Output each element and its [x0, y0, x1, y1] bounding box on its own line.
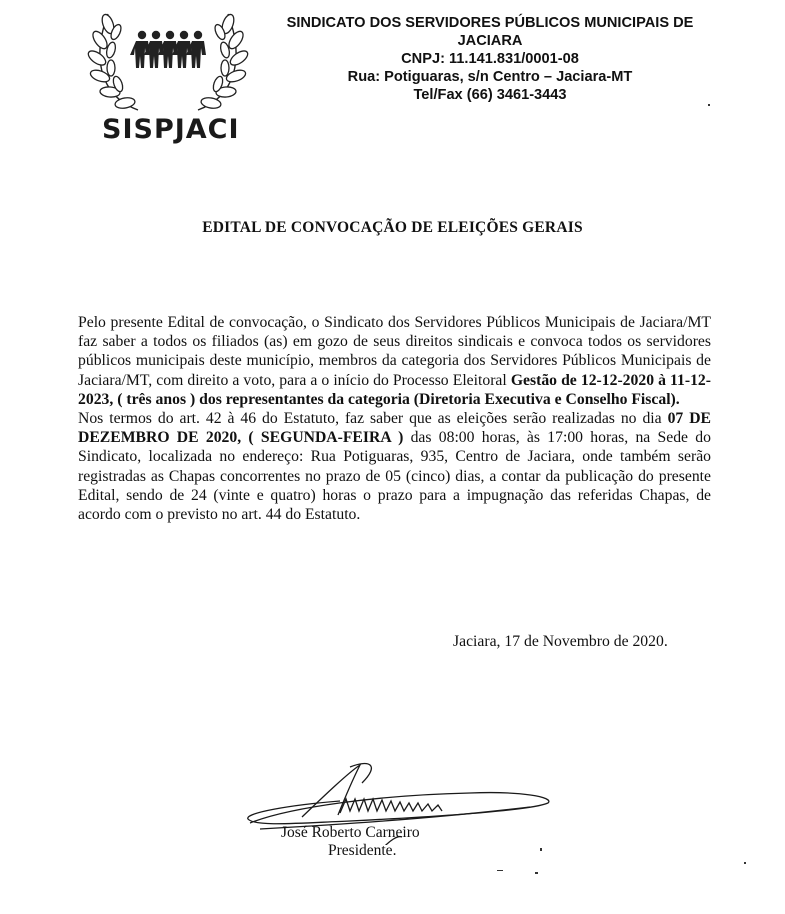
scan-speck — [708, 104, 710, 106]
phone: Tel/Fax (66) 3461-3443 — [413, 87, 567, 103]
paragraph-2-part1: Nos termos do art. 42 à 46 do Estatuto, faz saber que as eleições serão realizadas no dia — [78, 410, 662, 428]
laurel-wreath-with-people-icon — [78, 2, 258, 117]
paragraph-1-bold: Gestão de 12-12-2020 à 11-12-2023, ( três anos ) dos representantes da categoria (Diretoria Executiva e Conselho Fiscal). — [78, 371, 711, 408]
paragraph-1 — [78, 313, 711, 409]
cnpj: CNPJ: 11.141.831/0001-08 — [401, 51, 579, 67]
paragraph-2 — [78, 409, 711, 524]
scan-speck — [497, 870, 503, 871]
document-body — [78, 313, 711, 524]
scan-speck — [540, 848, 542, 851]
org-name-line2: JACIARA — [457, 33, 523, 49]
paragraph-1-intro: Pelo presente Edital de convocação, o Sindicato dos Servidores Públicos Municipais de Jaciara/MT faz saber a todos os filiados (as) em gozo de seus direitos sindicais e convoca todos os servidores públicos municipais deste município, membros da categoria dos Servidores Públicos Municipais de Jaciara/MT, com direito a voto, para a o início do Processo Eleitoral — [78, 314, 711, 389]
paragraph-2-bold: 07 DE DEZEMBRO DE 2020, ( SEGUNDA-FEIRA ) — [78, 410, 711, 447]
date-line: Jaciara, 17 de Novembro de 2020. — [453, 633, 668, 650]
paragraph-2-part2: das 08:00 horas, às 17:00 horas, na Sede do Sindicato, localizada no endereço: Rua Potiguaras, 935, Centro de Jaciara, onde também serão registradas as Chapas concorrentes no prazo de 05 (cinco) dias, a contar da publicação do presente Edital, sendo de 24 (vinte e quatro) horas o prazo para a impugnação das referidas Chapas, de acordo com o previsto no art. 44 do Estatuto. — [78, 429, 711, 524]
scan-speck — [744, 862, 746, 864]
letterhead — [270, 14, 710, 104]
logo-text: SISPJACI — [102, 114, 240, 145]
scan-speck — [535, 872, 538, 874]
document-title: EDITAL DE CONVOCAÇÃO DE ELEIÇÕES GERAIS — [202, 219, 583, 236]
signatory-role: Presidente. — [328, 842, 397, 859]
signatory-name: José Roberto Carneiro — [281, 824, 420, 841]
sispjaci-logo — [78, 2, 258, 145]
address: Rua: Potiguaras, s/n Centro – Jaciara-MT — [347, 69, 633, 85]
org-name-line1: SINDICATO DOS SERVIDORES PÚBLICOS MUNICIPAIS DE — [286, 15, 694, 31]
